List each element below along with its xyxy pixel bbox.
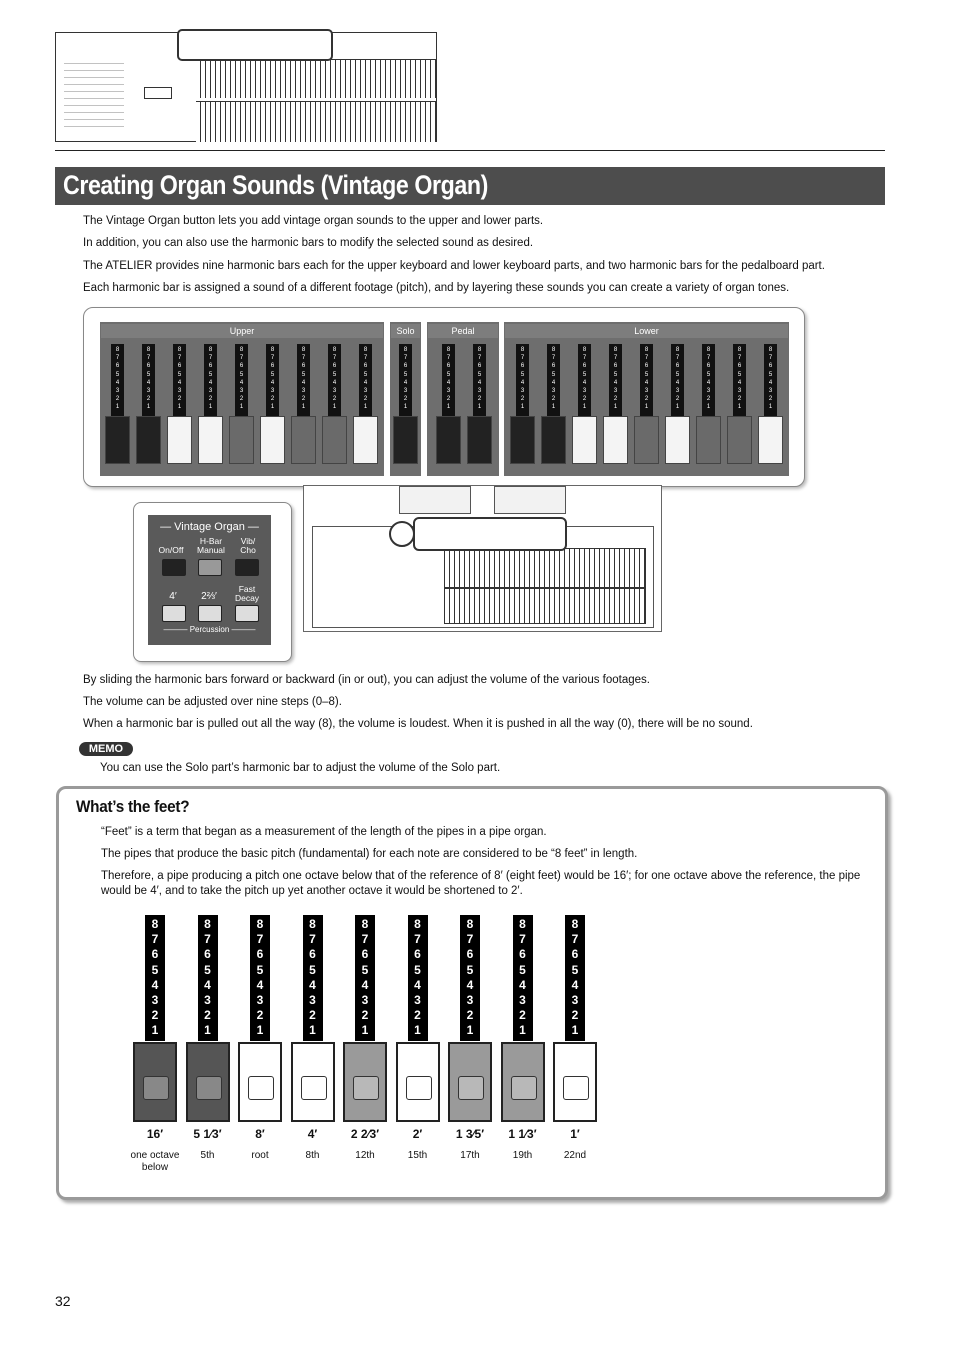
harmonic-bars-panel [83, 307, 805, 487]
upper-keyboard [196, 59, 436, 98]
perc-4-label: 4′ [169, 591, 177, 602]
harmonic-bar-tab[interactable] [260, 416, 285, 464]
percussion-label-text: Percussion [189, 625, 230, 634]
percussion-label: ——— Percussion ——— [163, 625, 256, 634]
harmonic-bar-tab[interactable] [758, 416, 783, 464]
interval-label: 5th [200, 1150, 215, 1161]
footage-bar-tab [553, 1042, 597, 1122]
harmonic-bar-scale: 8 7 6 5 4 3 2 1 [764, 344, 777, 420]
lower-keyboard [196, 101, 436, 142]
feet-para-3: Therefore, a pipe producing a pitch one octave below that of the reference of 8′ (eight feet) would be 16′; for one octave above the reference, the pipe would be 4′, and to take the pitch up yet another octave it would be shortened to 2′. [101, 870, 861, 897]
hbar-manual-label: H-Bar Manual [197, 536, 225, 555]
section-label-pedal: Pedal [428, 324, 498, 338]
harmonic-bar-tab[interactable] [572, 416, 597, 464]
footage-bar-scale: 8 7 6 5 4 3 2 1 [303, 915, 323, 1041]
footage-bar-tab [133, 1042, 177, 1122]
harmonic-bar-tab[interactable] [541, 416, 566, 464]
harmonic-bar-tab[interactable] [229, 416, 254, 464]
interval-label: 15th [407, 1150, 428, 1161]
harmonic-bar-scale: 8 7 6 5 4 3 2 1 [547, 344, 560, 420]
harmonic-bar-tab[interactable] [634, 416, 659, 464]
harmonic-bar-tab[interactable] [322, 416, 347, 464]
section-label-upper: Upper [101, 324, 383, 338]
footage-label: 2′ [412, 1127, 423, 1141]
vintage-organ-title: — Vintage Organ — [160, 521, 259, 533]
harmonic-bar-scale: 8 7 6 5 4 3 2 1 [609, 344, 622, 420]
harmonic-bar-tab[interactable] [467, 416, 492, 464]
body-para-1: By sliding the harmonic bars forward or backward (in or out), you can adjust the volume of the various footages. [83, 674, 650, 686]
harmonic-bar-scale: 8 7 6 5 4 3 2 1 [640, 344, 653, 420]
page-title: Creating Organ Sounds (Vintage Organ) [63, 170, 488, 200]
onoff-label: On/Off [158, 545, 184, 555]
harmonic-bar-tab[interactable] [353, 416, 378, 464]
feet-para-2: The pipes that produce the basic pitch (fundamental) for each note are considered to be “8 feet” in length. [101, 848, 638, 860]
music-rest-left [399, 486, 471, 514]
section-label-lower: Lower [505, 324, 788, 338]
display-icon [144, 87, 172, 99]
harmonic-bar-tab[interactable] [136, 416, 161, 464]
footage-bar-grip [143, 1076, 169, 1100]
organ-console-illustration [303, 485, 662, 632]
harmonic-bar-scale: 8 7 6 5 4 3 2 1 [111, 344, 124, 420]
harmonic-bar-tab[interactable] [510, 416, 535, 464]
harmonic-bar-scale: 8 7 6 5 4 3 2 1 [359, 344, 372, 420]
footage-bar-grip [301, 1076, 327, 1100]
body-para-3: When a harmonic bar is pulled out all the way (8), the volume is loudest. When it is pushed in all the way (0), there will be no sound. [83, 718, 753, 730]
harmonic-bar-callout-console [413, 517, 567, 551]
harmonic-bar-scale: 8 7 6 5 4 3 2 1 [328, 344, 341, 420]
footage-label: 8′ [255, 1127, 265, 1141]
section-label-solo: Solo [391, 324, 420, 338]
footage-bar-grip [353, 1076, 379, 1100]
fast-decay-label: Fast Decay [234, 584, 260, 603]
header-rule [55, 150, 885, 151]
interval-label: 19th [512, 1150, 533, 1161]
footage-bar-tab [448, 1042, 492, 1122]
harmonic-bar-scale: 8 7 6 5 4 3 2 1 [442, 344, 455, 420]
feet-title: What’s the feet? [76, 797, 190, 816]
harmonic-bar-callout [177, 29, 333, 61]
footage-bar-grip [406, 1076, 432, 1100]
hbar-manual-button[interactable] [198, 559, 222, 576]
interval-label: 12th [355, 1150, 375, 1161]
intro-para-4: Each harmonic bar is assigned a sound of a different footage (pitch), and by layering these sounds you can create a variety of organ tones. [83, 282, 790, 294]
footage-label: 4′ [307, 1127, 318, 1141]
footage-bar-scale: 8 7 6 5 4 3 2 1 [460, 915, 480, 1041]
footage-label: 1′ [570, 1127, 580, 1141]
harmonic-bar-scale: 8 7 6 5 4 3 2 1 [266, 344, 279, 420]
harmonic-bar-tab[interactable] [198, 416, 223, 464]
harmonic-bar-scale: 8 7 6 5 4 3 2 1 [702, 344, 715, 420]
harmonic-bar-scale: 8 7 6 5 4 3 2 1 [733, 344, 746, 420]
footage-bar-tab [501, 1042, 545, 1122]
harmonic-bar-tab[interactable] [291, 416, 316, 464]
harmonic-bar-scale: 8 7 6 5 4 3 2 1 [516, 344, 529, 420]
vintage-organ-title-text: Vintage Organ [174, 521, 245, 533]
harmonic-bar-tab[interactable] [727, 416, 752, 464]
footage-bar-scale: 8 7 6 5 4 3 2 1 [250, 915, 270, 1041]
perc-2-2-3-label: 2⅔′ [201, 591, 217, 602]
harmonic-bar-scale: 8 7 6 5 4 3 2 1 [173, 344, 186, 420]
interval-label: 17th [460, 1150, 480, 1161]
interval-label: 22nd [563, 1150, 587, 1161]
interval-label: 8th [305, 1150, 320, 1161]
page-number: 32 [55, 1293, 71, 1309]
footage-bar-grip [458, 1076, 484, 1100]
harmonic-bar-tab[interactable] [393, 416, 418, 464]
footage-bar-tab [396, 1042, 440, 1122]
footage-bar-scale: 8 7 6 5 4 3 2 1 [145, 915, 165, 1041]
footage-bar-grip [248, 1076, 274, 1100]
footage-label: 2 2⁄3′ [350, 1127, 380, 1141]
vintage-organ-callout-circle [389, 521, 415, 547]
footage-bar-tab [291, 1042, 335, 1122]
percussion-4-button[interactable] [162, 605, 186, 622]
harmonic-bar-tab[interactable] [105, 416, 130, 464]
percussion-2-2-3-button[interactable] [198, 605, 222, 622]
footage-label: 1 3⁄5′ [455, 1127, 485, 1141]
harmonic-bar-scale: 8 7 6 5 4 3 2 1 [578, 344, 591, 420]
harmonic-bar-tab[interactable] [167, 416, 192, 464]
intro-para-2: In addition, you can also use the harmonic bars to modify the selected sound as desired. [83, 237, 534, 249]
intro-para-3: The ATELIER provides nine harmonic bars each for the upper keyboard and lower keyboard parts, and two harmonic bars for the pedalboard part. [83, 260, 825, 272]
fast-decay-button[interactable] [235, 605, 259, 622]
footage-bar-tab [343, 1042, 387, 1122]
console-upper-keys [444, 548, 646, 588]
harmonic-bar-tab[interactable] [696, 416, 721, 464]
harmonic-bar-scale: 8 7 6 5 4 3 2 1 [297, 344, 310, 420]
harmonic-bar-tab[interactable] [603, 416, 628, 464]
interval-label: root [251, 1150, 269, 1161]
body-para-2: The volume can be adjusted over nine steps (0–8). [83, 696, 342, 708]
feet-para-1: “Feet” is a term that began as a measurement of the length of the pipes in a pipe organ. [101, 826, 547, 838]
music-rest-right [494, 486, 566, 514]
console-lower-keys [444, 588, 646, 624]
harmonic-bar-tab[interactable] [436, 416, 461, 464]
memo-text: You can use the Solo part’s harmonic bar to adjust the volume of the Solo part. [100, 762, 501, 774]
harmonic-bar-scale: 8 7 6 5 4 3 2 1 [204, 344, 217, 420]
footage-bar-scale: 8 7 6 5 4 3 2 1 [198, 915, 218, 1041]
vintage-onoff-button[interactable] [162, 559, 186, 576]
intro-para-1: The Vintage Organ button lets you add vintage organ sounds to the upper and lower parts. [83, 215, 544, 227]
memo-badge: MEMO [79, 742, 133, 756]
keyboard-illustration [196, 59, 436, 141]
control-buttons [64, 63, 124, 133]
harmonic-bar-scale: 8 7 6 5 4 3 2 1 [671, 344, 684, 420]
harmonic-bar-scale: 8 7 6 5 4 3 2 1 [142, 344, 155, 420]
vintage-organ-panel [148, 515, 271, 645]
footage-bar-scale: 8 7 6 5 4 3 2 1 [355, 915, 375, 1041]
footage-bar-grip [511, 1076, 537, 1100]
harmonic-bar-tab[interactable] [665, 416, 690, 464]
footage-label: 16′ [146, 1127, 164, 1141]
vibcho-button[interactable] [235, 559, 259, 576]
footage-bar-grip [563, 1076, 589, 1100]
footage-label: 5 1⁄3′ [193, 1127, 222, 1141]
footage-bar-scale: 8 7 6 5 4 3 2 1 [513, 915, 533, 1041]
interval-label: one octave below [130, 1150, 180, 1173]
vibcho-label: Vib/ Cho [240, 536, 256, 555]
footage-bar-grip [196, 1076, 222, 1100]
footage-bar-tab [186, 1042, 230, 1122]
footage-label: 1 1⁄3′ [508, 1127, 537, 1141]
footage-bar-scale: 8 7 6 5 4 3 2 1 [408, 915, 428, 1041]
harmonic-bar-scale: 8 7 6 5 4 3 2 1 [399, 344, 412, 420]
harmonic-bar-scale: 8 7 6 5 4 3 2 1 [473, 344, 486, 420]
footage-bar-scale: 8 7 6 5 4 3 2 1 [565, 915, 585, 1041]
footage-bar-tab [238, 1042, 282, 1122]
harmonic-bar-scale: 8 7 6 5 4 3 2 1 [235, 344, 248, 420]
